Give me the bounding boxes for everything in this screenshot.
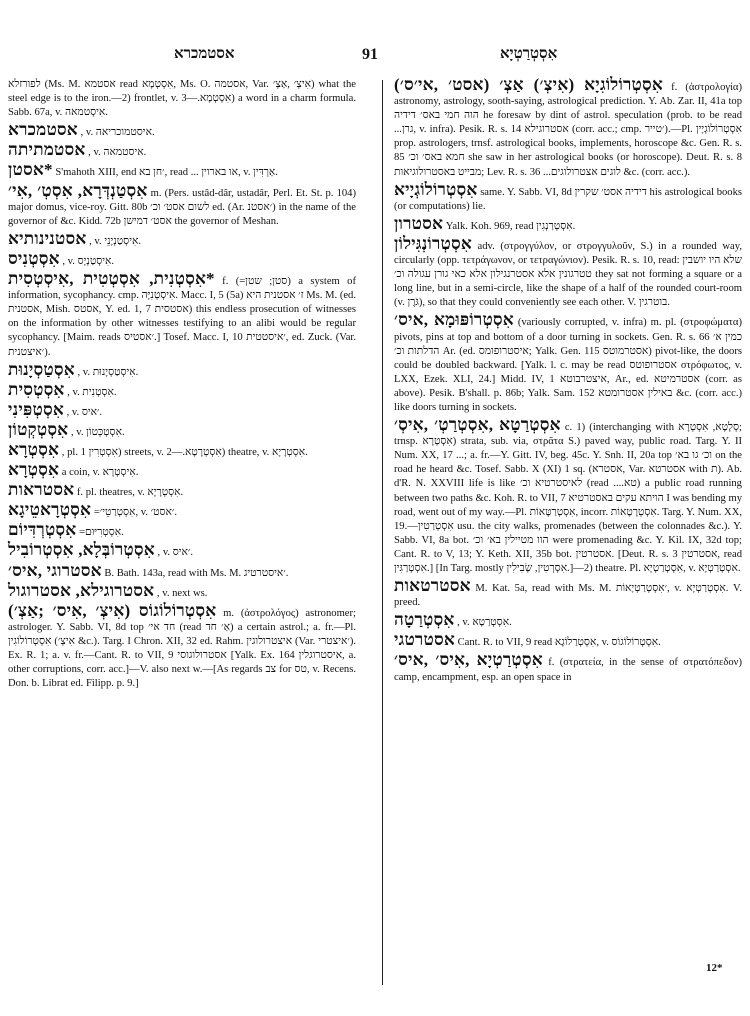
- dictionary-entry: [8, 560, 356, 581]
- dictionary-entry: [394, 233, 742, 310]
- entry-definition: f. (=סטן; שטן) a system of information, sycophancy. cmp. אִיסְטְנִיָּה. Macc. I, 5 (5a) ז׳ אסטנית היא Ms. M. (ed. אסטנית, Mish. אסטס, Y. ed. 1, 7 אסטסית) this endless prosecution of witnesses on the information by other witnesses testifying to an alibi would be regular sycophancy. [Maim. reads ׳אסטיס.] Tosef. Macc. I, 10 ׳איסטטית, ed. Zuck. (Var. ׳איצטנית).: [8, 276, 357, 358]
- dictionary-entry: [8, 439, 356, 460]
- entry-definition: f. (ἀστρολογία) astronomy, astrology, sooth-saying, astrological prediction. Y. Ab. Zar. II, 41a top הוה חמי באס׳ דידיה he foresaw by dint of astrol. speculation (prob. to be read ...גרן, v. infra). Pesik. R. s. 14 אסטרוגילא (corr. acc.; cmp. ׳טייר).—Pl. אִסְטְרוֹלוֹגְיָין prop. astrologers, trnsf. astrological books, implements, horoscope &c. Gen. R. s. 85 חמא באס׳ וכ׳ she saw in her astrological books (or horoscope). Deut. R. s. 8 מבייט באסטרולוגיאות; Lev. R. s. 36 ...לוגים אצטרולוגים &c. (corr. acc.).: [394, 82, 742, 178]
- entry-headword: אִסְטַסְיָנוּת: [8, 359, 75, 379]
- entry-definition: , v. אִסְטְנִית.: [67, 386, 117, 398]
- entry-headword: אִסְטְנִיס: [8, 248, 60, 268]
- right-column: [394, 75, 743, 688]
- dictionary-entry: [394, 213, 742, 234]
- entry-definition: f. pl. theatres, v. אִסְטְרָיָא.: [76, 487, 184, 499]
- dictionary-entry: [8, 359, 356, 380]
- dictionary-entry: [8, 160, 356, 180]
- dictionary-entry: [8, 600, 357, 692]
- dictionary-entry: [8, 248, 356, 269]
- entry-headword: אִסְטְרַטְיָא ,אִיס׳ ,איס׳: [394, 650, 543, 670]
- entry-headword: *אסטן: [8, 160, 53, 180]
- entry-definition: Yalk. Koh. 969, read אִסְטְרַנְגִין.: [445, 220, 576, 232]
- entry-headword: אסטרוגי ,איס׳: [8, 560, 102, 580]
- entry-definition: same. Y. Sabb. VI, 8d דידיה אסט׳ שקרין his astrological books (or computations) lie.: [394, 186, 742, 212]
- entry-definition: , v. איסטמוכריאה.: [80, 127, 155, 139]
- entry-headword: אִסְטְרָא: [8, 460, 60, 480]
- entry-definition: f. (στρατεία, in the sense of στρατόπεδον) camp, encampment, esp. an open space in: [394, 657, 743, 683]
- entry-definition: =אִסְטְרִיּוּם.: [79, 527, 124, 539]
- entry-headword: אִסְטְרָאטֵיגָא: [8, 500, 92, 520]
- entry-headword: אִסְטְרַטָה: [394, 610, 455, 630]
- entry-headword: אסטרון: [394, 213, 444, 233]
- dictionary-entry: [8, 460, 356, 480]
- entry-headword: אִסְטְרָא: [8, 439, 60, 459]
- dictionary-entry: [8, 540, 356, 560]
- entry-definition: , v. איסטמאה.: [88, 147, 147, 159]
- entry-definition: (variously corrupted, v. infra) m. pl. (στροφώματα) pivots, pins at top and bottom of a door turning in sockets. Gen. R. s. 66 כמין א׳ הדלתות וכ׳ Ar. (ed. איסטרופומס; Yalk. Gen. 115 אסטרמוטס) pivot-like, the doors could be doubled backward. [Yalk. l. c. may be read אסטרופוטס στρόφωτος, v. LXX, Ezek. XLI, 24.] Midd. IV, 1 איצטרבוטא, Ar., ed. אסטרמיטא (corr. as above). Pesik. B'shall. p. 86b; Yalk. Sam. 152 באילין אסטרומטא &c. (corr. acc.) like doors turning in sockets.: [394, 317, 743, 413]
- entry-definition: adv. (στρογγύλον, or στρογγυλοῦν, S.) in a rounded way, circularly (opp. τετράγωνον, or τετραγώνιον). Pesik. R. s. 10, read: שלא היו יושבין טטרגונין אלא אסטרנגילון אלא כאי גורן עגולה וכ׳ they sat not forming a square or a long line, but in a semi-circle, like the shape of a half of the rounded court-room (v. גֹּרֶן), so that they could conveniently see each other. V. בוטרגין.: [394, 240, 742, 309]
- entry-headword: אִסְטְסִית: [8, 379, 65, 399]
- entry-definition: S'mahoth XIII, end ׳חן בא, read ... או בארוין, v. אַרְדִּין.: [55, 167, 278, 179]
- entry-definition: B. Bath. 143a, read with Ms. M. ׳איסטרטיג.: [104, 567, 289, 579]
- dictionary-entry: [8, 580, 356, 601]
- entry-headword: אִסְטְרוֹבְּלָא, אִסְטְרוֹבִיל: [8, 540, 155, 560]
- dictionary-entry: [394, 650, 743, 684]
- entry-definition: , v. ׳איס.: [66, 406, 103, 418]
- entry-headword: אסטרוגילא, אסטרוגול: [8, 580, 155, 600]
- entry-headword: אסטראות: [8, 480, 75, 500]
- entry-headword: אִסְטְרוֹפּוּמָא ,איס׳: [394, 310, 514, 330]
- left-column: [8, 78, 356, 694]
- entry-headword: אסטרטגי: [394, 630, 455, 650]
- dictionary-entry: [394, 630, 742, 650]
- entry-definition: =אִסְטְרַטֵי׳, v. ׳אסט׳.: [93, 507, 177, 519]
- entry-headword: אסטמכרא: [8, 120, 78, 140]
- dictionary-entry: [394, 415, 743, 576]
- entry-headword: אִסְטְפִּינִי: [8, 399, 64, 419]
- entry-headword: אִסְטַנְדְּרָא, אִסְטְ׳ ,אִי׳: [8, 180, 148, 200]
- dictionary-entry: [394, 179, 742, 214]
- dictionary-entry: [8, 228, 356, 249]
- running-head-left: אסטמכרא: [174, 46, 235, 62]
- dictionary-entry: [8, 140, 356, 160]
- dictionary-entry: [394, 75, 742, 180]
- column-divider: [382, 80, 383, 985]
- dictionary-entry: [394, 610, 742, 630]
- entry-definition: , v. אִיסְטַנְיָנֵי.: [89, 235, 141, 247]
- entry-definition: , v. אִיסְטַנְיָס.: [62, 255, 115, 267]
- entry-definition: , pl. אִסְטְרִין 1) streets, v. אִסְטְרָטָא.—2) theatre, v. אִסְטְרָיָא.: [61, 446, 308, 458]
- dictionary-entry: [8, 269, 357, 360]
- entry-definition: לפורזלא (Ms. M. אסטמא read אִסְטְמָא, Ms. O. אסטמה, Var. אִיצְ׳ ,אַצְ׳) what the steel edge is to the iron.—2) frontlet, v. אִסְטְמָא.—3) a word in a charm formula. Sabb. 67a, v. אִיסְטמאה.: [8, 79, 356, 119]
- entry-definition: , v. אִסְטְכְּטוֹן.: [70, 426, 125, 438]
- signature-mark: 12*: [706, 962, 723, 974]
- dictionary-entry: [8, 379, 356, 400]
- entry-definition: M. Kat. 5a, read with Ms. M. ׳אִסְטְרַטְיָאוֹת, v. אִסְטְרַטְיָא. V. preed.: [394, 583, 742, 609]
- entry-definition: , v. אִסְטְרַטָא.: [457, 617, 512, 629]
- dictionary-entry: [8, 180, 357, 229]
- entry-headword: אִסְטְקְטוֹן: [8, 419, 69, 439]
- entry-definition: , v. ׳איס.: [157, 547, 193, 559]
- entry-definition: c. 1) (interchanging with סְלָטָא, אִסְטְרָא; trnsp. אִסְטְרָא) strata, sub. via, στρᾶτα S.) paved way, public road. Targ. Y. II Num. XX, 17 ...; a. fr.—Y. Gitt. IV, beg. 45c. Y. Snh. II, 20a top וכ׳ גו בא׳ on the road he heard &c. Tosef. Sabb. X (XI) 1 sq. (אסטרא, Var. אסטרטא with ת). Ab. d'R. N. XXVIII life is like לאיסטרטיא וכ׳ (read ....טא) a public road running between two paths &c. Koh. R. to VII, 7 הויתא עקים באסטרטיא I was bending my road, went out of my way.—Pl. אִסְטְרַטָּאוֹת, incorr. אִסְטְרָטָאוֹת. Targ. Y. Num. XX, 19.—אִסְטְרַטִין usu. the city walks, promenades (between the colonnades &c.). Y. Sabb. VI, 8a bot. הוו מטיילין בא׳ וכ׳ were promenading &c. Y. Kil. IX, 32d top; Cant. R. to V, 13; Y. Keth. XII, 35b bot. אסטרטין. [Deut. R. s. 3 אסטרטין, read אִסְטְרַגִּין.] [In Targ. mostly אִסְרְטִין, שְׂבִילִין.]—2) theatre. Pl. אִסְטְרַטְיָא, v. אִסְטְרַטְיָא.: [394, 422, 743, 574]
- entry-headword: אִסְטְרְדִּיוֹם: [8, 520, 77, 540]
- entry-headword: אסטנינותיא: [8, 228, 87, 248]
- entry-headword: אִסְטְרוֹלוֹגְיָיא: [394, 179, 478, 199]
- entry-definition: , v. next ws.: [156, 587, 208, 599]
- entry-headword: אסטמתיתה: [8, 140, 86, 160]
- page-number: 91: [362, 46, 378, 63]
- entry-headword: אסטרטאות: [394, 576, 471, 596]
- entry-headword: אִסְטְרוֹנְגִּילוֹן: [394, 233, 472, 253]
- entry-headword: *אִסְטְנִית, אִסְטְטִית ,אִיסְטְסִית: [8, 269, 215, 289]
- entry-definition: m. (ἀστρολόγος) astronomer; astrologer. Y. Sabb. VI, 8d top חד אי׳ (read אַ׳ חד) a certain astrol.; a. fr.—Pl. אִסְטְרוֹלוֹגִין (אִיצְ׳ &c.). Targ. I Chron. XII, 32 ed. Rahm. איצטרולוגין (Var. ׳איצטרי). Ex. R. 1; a. v. fr.—Cant. R. to VII, 9 אסטרולוגוסי [Yalk. Ex. 164 איסטרוגלין, a. other corruptions, corr. acc.]—V. also next w.—[As regards צב for טס, v. Recens. Don. b. Librat ed. Filipp. p. 9.]: [8, 607, 357, 690]
- dictionary-entry: [8, 419, 356, 440]
- entry-headword: אִסְטְרוֹלוֹגִיָא (אִיצְ׳) אַצְ׳ (אסט׳ ,אי׳ס׳): [394, 75, 664, 94]
- dictionary-entry: [8, 399, 356, 420]
- dictionary-entry: [8, 520, 356, 540]
- entry-definition: m. (Pers. ustâd-dâr, ustadâr, Perl. Et. St. p. 104) major domus, vice-roy. Gitt. 80b לשום אסט׳ וכ׳ ed. (Ar. ׳אסטנ) in the name of the governor of &c. Kidd. 72b אסט׳ דמישן the governor of Meshan.: [8, 187, 357, 227]
- dictionary-entry: [8, 120, 356, 140]
- running-head-right: אִסְטְרַטְיָא: [500, 46, 558, 62]
- dictionary-entry: [8, 500, 356, 520]
- entry-definition: Cant. R. to VII, 9 read אִסְטְרַלוֹגָא, v. אִסְטְרוֹלוֹגוֹס.: [457, 637, 661, 649]
- entry-headword: אִסְטְרַטָא ,אִסְטְרַטְ׳ ,אִיסְ׳: [394, 415, 561, 435]
- dictionary-entry: [8, 78, 356, 120]
- dictionary-entry: [8, 480, 356, 500]
- entry-definition: a coin, v. אִיסְטְרָא.: [61, 467, 139, 479]
- dictionary-entry: [394, 310, 743, 415]
- entry-headword: אִסְטְרוֹלוֹגוֹס (אִיצְ׳ ,אִיס׳ ;אַצְ׳): [8, 600, 217, 620]
- dictionary-entry: [394, 576, 742, 610]
- entry-definition: , v. אִיסְטַסְיָנוּת.: [77, 366, 139, 378]
